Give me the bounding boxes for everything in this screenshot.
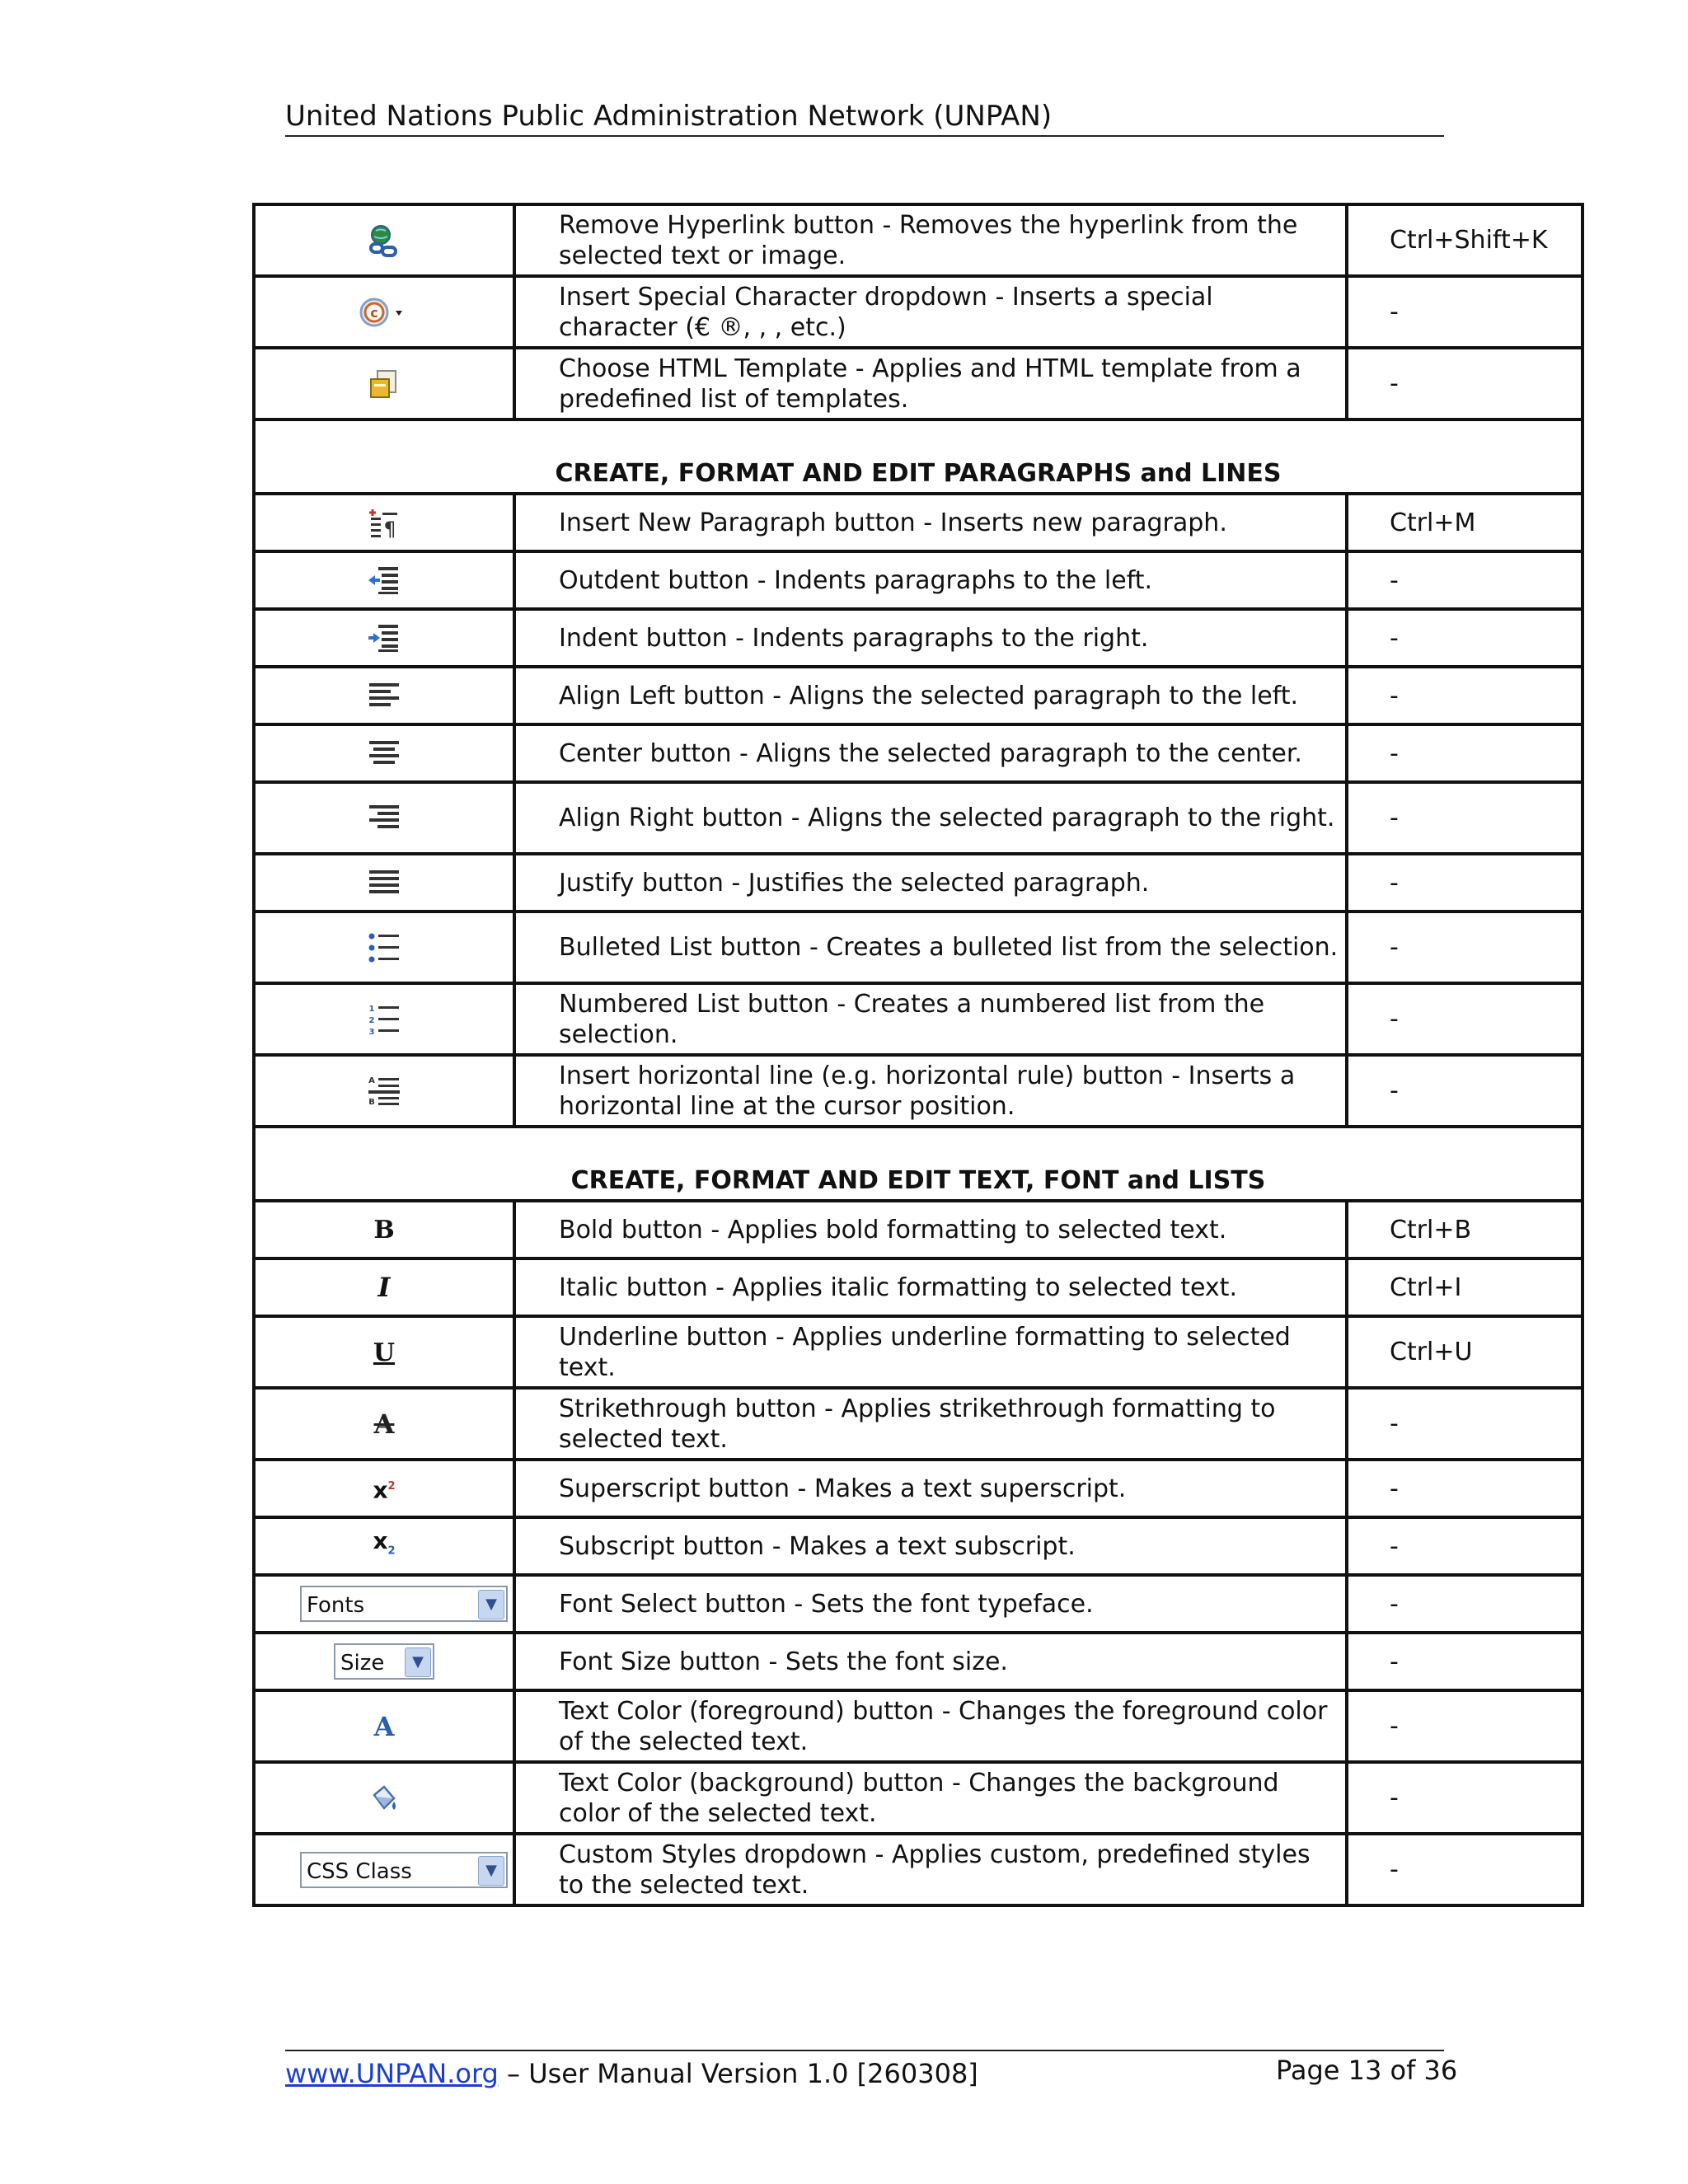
row-shortcut: Ctrl+Shift+K	[1347, 204, 1582, 276]
page-header	[285, 97, 1444, 137]
footer-left	[285, 2055, 978, 2092]
subscript-icon: $x_2$	[373, 1527, 396, 1558]
font-select-dropdown[interactable]	[300, 1586, 508, 1622]
row-description: Custom Styles dropdown - Applies custom, predefined styles to the selected text.	[514, 1834, 1347, 1905]
table-row	[254, 1690, 1582, 1762]
table-row	[254, 1201, 1582, 1258]
table-row	[254, 912, 1582, 983]
table-row	[254, 204, 1582, 276]
italic-icon: I	[377, 1272, 391, 1303]
remove-hyperlink-icon	[366, 223, 402, 259]
numbered-list-icon	[368, 1003, 401, 1036]
table-row	[254, 1388, 1582, 1460]
dropdown-value: CSS Class	[307, 1858, 412, 1884]
row-description: Justify button - Justifies the selected paragraph.	[514, 854, 1347, 912]
text-color-icon: A	[373, 1710, 395, 1742]
table-row	[254, 1258, 1582, 1316]
justify-icon	[368, 869, 401, 898]
table-row	[254, 854, 1582, 912]
table-row	[254, 276, 1582, 348]
row-shortcut: -	[1347, 1575, 1582, 1633]
row-shortcut: -	[1347, 667, 1582, 724]
row-shortcut: -	[1347, 724, 1582, 782]
dropdown-value: Fonts	[307, 1593, 365, 1618]
underline-icon: U	[373, 1338, 396, 1367]
page-number: Page 13 of 36	[1276, 2055, 1458, 2086]
svg-text:¶: ¶	[383, 518, 396, 539]
section-title: CREATE, FORMAT AND EDIT TEXT, FONT and LISTS	[254, 1127, 1582, 1201]
table-row	[254, 1316, 1582, 1388]
row-shortcut: -	[1347, 276, 1582, 348]
table-row	[254, 348, 1582, 419]
table-row	[254, 1633, 1582, 1690]
bulleted-list-icon	[368, 931, 401, 964]
indent-icon	[367, 621, 401, 654]
row-shortcut: -	[1347, 348, 1582, 419]
header-title: United Nations Public Administration Network (UNPAN)	[285, 100, 1053, 133]
row-shortcut: -	[1347, 551, 1582, 609]
toolbar-reference-table	[252, 203, 1584, 1907]
row-description: Italic button - Applies italic formatting to selected text.	[514, 1258, 1347, 1316]
row-description: Align Right button - Aligns the selected paragraph to the right.	[514, 782, 1347, 854]
section-header-paragraphs	[254, 419, 1582, 494]
table-row	[254, 1834, 1582, 1905]
row-description: Subscript button - Makes a text subscript.	[514, 1517, 1347, 1575]
row-description: Numbered List button - Creates a numbered list from the selection.	[514, 983, 1347, 1055]
special-character-icon	[358, 294, 410, 330]
row-description: Insert horizontal line (e.g. horizontal rule) button - Inserts a horizontal line at the cursor position.	[514, 1055, 1347, 1127]
svg-text:A: A	[368, 1076, 375, 1085]
row-description: Indent button - Indents paragraphs to the right.	[514, 609, 1347, 667]
horizontal-line-icon	[368, 1075, 401, 1108]
footer-version: – User Manual Version 1.0 [260308]	[498, 2058, 978, 2089]
table-row	[254, 1762, 1582, 1834]
row-shortcut: -	[1347, 782, 1582, 854]
table-row	[254, 1575, 1582, 1633]
row-description: Choose HTML Template - Applies and HTML template from a predefined list of templates.	[514, 348, 1347, 419]
table-row	[254, 983, 1582, 1055]
table-row	[254, 1460, 1582, 1517]
row-shortcut: -	[1347, 854, 1582, 912]
chevron-down-icon: ▼	[478, 1856, 504, 1886]
row-description: Center button - Aligns the selected paragraph to the center.	[514, 724, 1347, 782]
strikethrough-icon: A	[373, 1408, 395, 1440]
row-description: Font Size button - Sets the font size.	[514, 1633, 1347, 1690]
chevron-down-icon: ▼	[478, 1590, 504, 1619]
svg-text:c: c	[370, 304, 378, 321]
background-color-icon	[368, 1782, 401, 1815]
row-shortcut: -	[1347, 1834, 1582, 1905]
table-row	[254, 609, 1582, 667]
row-description: Strikethrough button - Applies strikethrough formatting to selected text.	[514, 1388, 1347, 1460]
row-shortcut: -	[1347, 1762, 1582, 1834]
footer-rule	[285, 2050, 1444, 2051]
svg-text:3: 3	[368, 1027, 375, 1036]
dropdown-value: Size	[340, 1651, 385, 1675]
table-row	[254, 1055, 1582, 1127]
align-center-icon	[368, 739, 401, 769]
row-description: Align Left button - Aligns the selected paragraph to the left.	[514, 667, 1347, 724]
row-shortcut: -	[1347, 1460, 1582, 1517]
row-description: Underline button - Applies underline formatting to selected text.	[514, 1316, 1347, 1388]
align-left-icon	[368, 682, 401, 711]
footer-link[interactable]: www.UNPAN.org	[285, 2058, 499, 2089]
row-description: Bulleted List button - Creates a bulleted list from the selection.	[514, 912, 1347, 983]
insert-paragraph-icon	[368, 506, 401, 539]
row-shortcut: -	[1347, 609, 1582, 667]
svg-text:B: B	[368, 1097, 375, 1107]
bold-icon: B	[373, 1216, 395, 1244]
row-shortcut: Ctrl+U	[1347, 1316, 1582, 1388]
row-shortcut: -	[1347, 912, 1582, 983]
html-template-icon	[368, 368, 401, 401]
svg-text:1: 1	[368, 1004, 375, 1014]
table-row	[254, 782, 1582, 854]
row-shortcut: -	[1347, 1690, 1582, 1762]
table-row	[254, 551, 1582, 609]
superscript-icon: $x^2$	[373, 1476, 396, 1504]
table-row	[254, 1517, 1582, 1575]
row-shortcut: -	[1347, 1633, 1582, 1690]
row-shortcut: -	[1347, 983, 1582, 1055]
table-row	[254, 667, 1582, 724]
row-description: Insert New Paragraph button - Inserts new paragraph.	[514, 494, 1347, 551]
font-size-dropdown[interactable]	[334, 1643, 434, 1680]
row-description: Bold button - Applies bold formatting to selected text.	[514, 1201, 1347, 1258]
row-description: Outdent button - Indents paragraphs to the left.	[514, 551, 1347, 609]
row-description: Superscript button - Makes a text superscript.	[514, 1460, 1347, 1517]
outdent-icon	[367, 564, 401, 597]
row-shortcut: Ctrl+B	[1347, 1201, 1582, 1258]
row-description: Insert Special Character dropdown - Inserts a special character (€ ®, , , etc.)	[514, 276, 1347, 348]
row-description: Font Select button - Sets the font typeface.	[514, 1575, 1347, 1633]
svg-text:2: 2	[368, 1015, 375, 1025]
chevron-down-icon: ▼	[405, 1647, 431, 1677]
row-shortcut: -	[1347, 1388, 1582, 1460]
section-header-text	[254, 1127, 1582, 1201]
row-description: Text Color (foreground) button - Changes the foreground color of the selected text.	[514, 1690, 1347, 1762]
row-description: Remove Hyperlink button - Removes the hyperlink from the selected text or image.	[514, 204, 1347, 276]
section-title: CREATE, FORMAT AND EDIT PARAGRAPHS and LINES	[254, 419, 1582, 494]
table-row	[254, 724, 1582, 782]
align-right-icon	[368, 804, 401, 833]
row-shortcut: Ctrl+I	[1347, 1258, 1582, 1316]
row-shortcut: -	[1347, 1055, 1582, 1127]
css-class-dropdown[interactable]	[300, 1852, 508, 1888]
row-shortcut: Ctrl+M	[1347, 494, 1582, 551]
row-description: Text Color (background) button - Changes the background color of the selected text.	[514, 1762, 1347, 1834]
table-row	[254, 494, 1582, 551]
row-shortcut: -	[1347, 1517, 1582, 1575]
